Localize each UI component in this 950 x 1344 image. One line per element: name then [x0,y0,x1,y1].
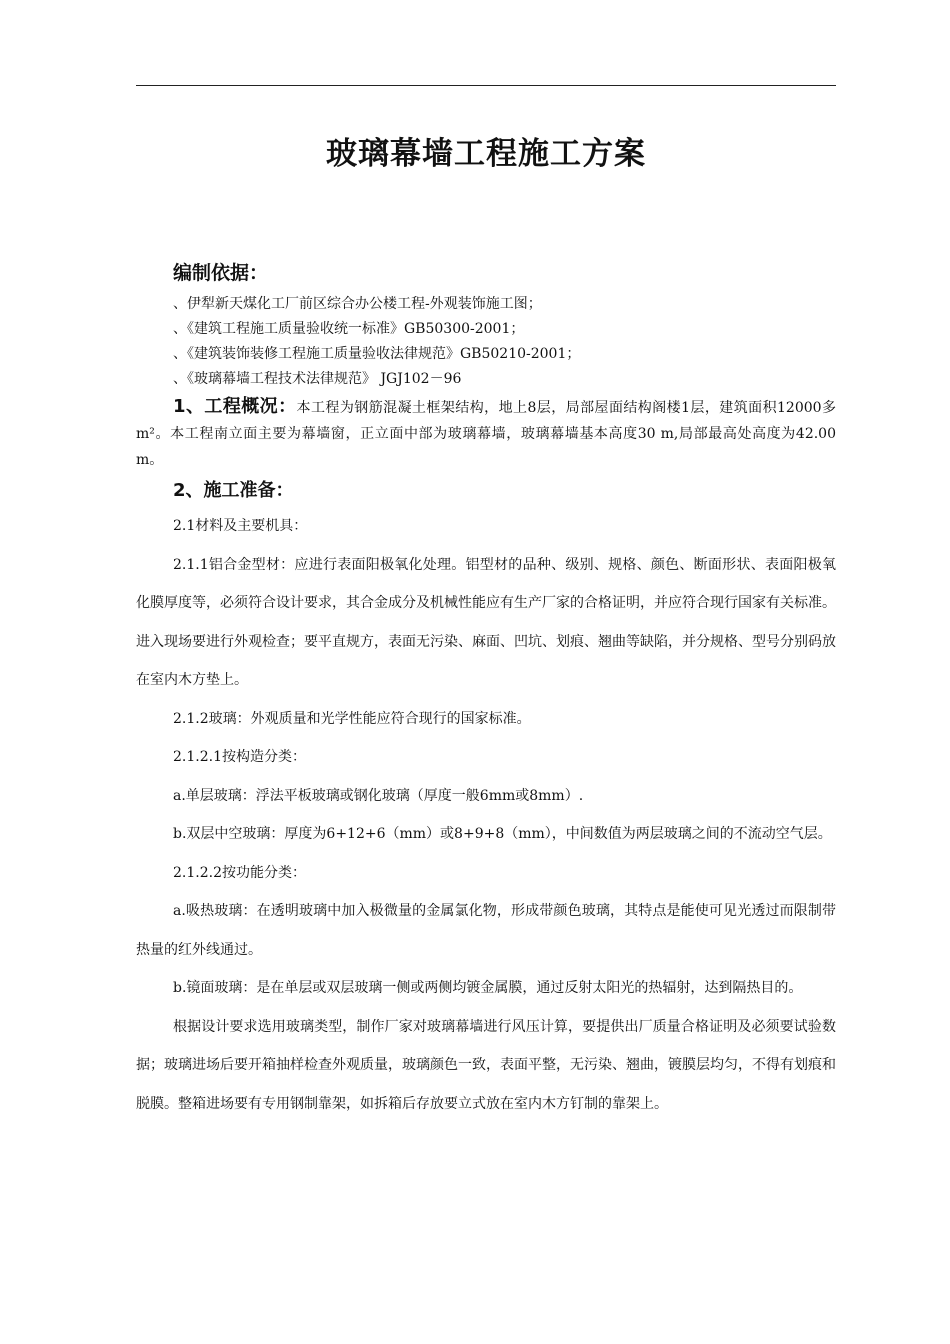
section1-heading: 1、工程概况： [173,396,297,417]
section2-heading: 2、施工准备： [173,480,294,501]
basis-item: 、伊犁新天煤化工厂前区综合办公楼工程-外观装饰施工图； [173,296,542,312]
paragraph-mirror-glass: b.镜面玻璃：是在单层或双层玻璃一侧或两侧均镀金属膜，通过反射太阳光的热辐射，达到隔热目的。 [173,980,803,996]
paragraph-insulated-glass: b.双层中空玻璃：厚度为6+12+6（mm）或8+9+8（mm），中间数值为两层玻璃之间的不流动空气层。 [173,826,832,842]
basis-item: 、《建筑装饰装修工程施工质量验收法律规范》GB50210-2001； [173,346,581,362]
paragraph-materials: 2.1材料及主要机具： [173,518,308,534]
document-body [136,254,836,1123]
basis-heading: 编制依据： [173,262,269,284]
paragraph-by-function: 2.1.2.2按功能分类： [173,864,306,881]
paragraph-aluminum: 2.1.1铝合金型材：应进行表面阳极氧化处理。铝型材的品种、级别、规格、颜色、断面形状、表面阳极氧化膜厚度等，必须符合设计要求，其合金成分及机械性能应有生产厂家的合格证明，并应符合现行国家有关标准。进入现场要进行外观检查；要平直规方，表面无污染、麻面、凹坑、划痕、翘曲等缺陷，并分规格、型号分别码放在室内木方垫上。 [136,556,836,688]
paragraph-single-glass: a.单层玻璃：浮法平板玻璃或钢化玻璃（厚度一般6mm或8mm）. [173,787,584,804]
paragraph-glass-selection: 根据设计要求选用玻璃类型，制作厂家对玻璃幕墙进行风压计算，要提供出厂质量合格证明及必须要试验数据；玻璃进场后要开箱抽样检查外观质量，玻璃颜色一致，表面平整，无污染、翘曲，镀膜层均匀，不得有划痕和脱膜。整箱进场要有专用钢制靠架，如拆箱后存放要立式放在室内木方钉制的靠架上。 [136,1018,836,1112]
paragraph-by-structure: 2.1.2.1按构造分类： [173,749,306,765]
section1-text: 本工程为钢筋混凝土框架结构，地上8层，局部屋面结构阁楼1层，建筑面积12000多m²。本工程南立面主要为幕墙窗，正立面中部为玻璃幕墙，玻璃幕墙基本高度30 m,局部最高处高度为42.00 m。 [136,400,836,468]
basis-item: 、《建筑工程施工质量验收统一标准》GB50300-2001； [173,321,525,337]
basis-item: 、《玻璃幕墙工程技术法律规范》 JGJ102－96 [173,371,462,387]
paragraph-heat-absorbing-glass: a.吸热玻璃：在透明玻璃中加入极微量的金属氯化物，形成带颜色玻璃，其特点是能使可见光透过而限制带热量的红外线通过。 [136,903,836,958]
section1-paragraph [136,394,836,473]
paragraph-glass: 2.1.2玻璃：外观质量和光学性能应符合现行的国家标准。 [173,710,531,727]
document-title: 玻璃幕墙工程施工方案 [326,136,646,172]
header-rule [136,85,836,86]
